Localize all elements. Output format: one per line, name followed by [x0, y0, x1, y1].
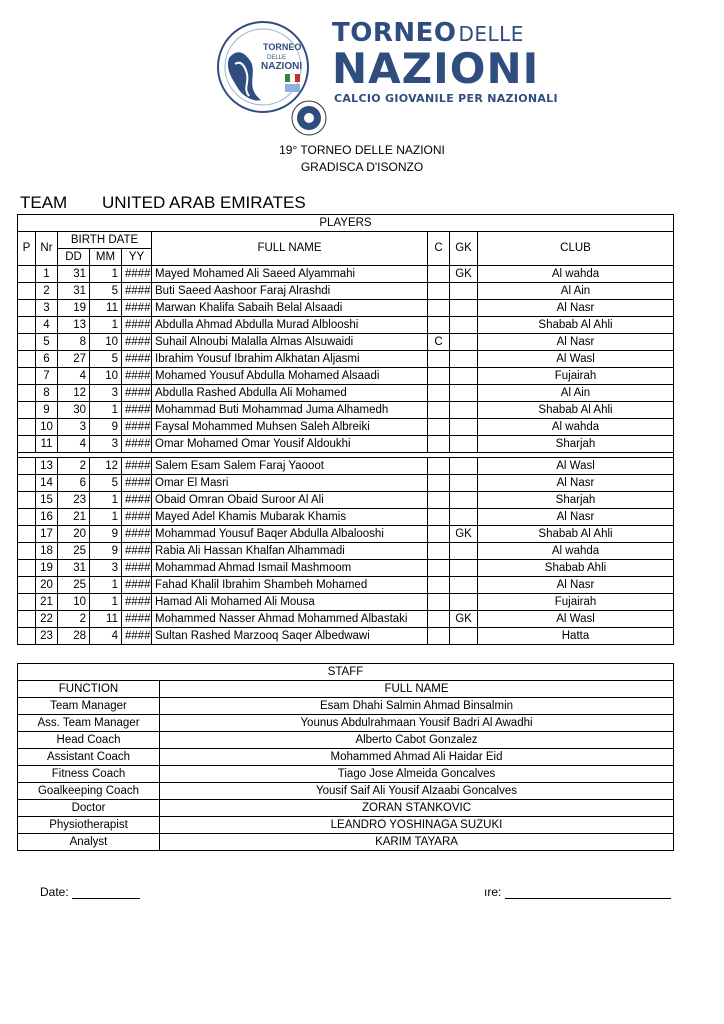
col-p: P: [18, 232, 36, 266]
player-dd: 28: [58, 628, 90, 645]
player-club: Al Ain: [478, 385, 674, 402]
table-row: [18, 715, 674, 732]
table-row: [18, 419, 674, 436]
player-yy: ####: [122, 334, 152, 351]
player-mm: 1: [90, 317, 122, 334]
staff-function: Team Manager: [18, 698, 160, 715]
player-gk: GK: [450, 266, 478, 283]
players-table: [17, 214, 674, 645]
player-nr: 17: [36, 526, 58, 543]
table-row: [18, 509, 674, 526]
player-captain: [428, 543, 450, 560]
player-yy: ####: [122, 458, 152, 475]
player-mm: 3: [90, 385, 122, 402]
player-captain: [428, 368, 450, 385]
table-row: [18, 402, 674, 419]
player-club: Fujairah: [478, 368, 674, 385]
brand-line2: NAZIONI: [332, 44, 540, 93]
table-row: [18, 698, 674, 715]
col-function: FUNCTION: [18, 681, 160, 698]
date-line: [72, 886, 140, 899]
player-dd: 10: [58, 594, 90, 611]
player-p: [18, 368, 36, 385]
player-p: [18, 419, 36, 436]
table-row: [18, 436, 674, 453]
player-p: [18, 526, 36, 543]
col-captain: C: [428, 232, 450, 266]
player-p: [18, 283, 36, 300]
table-row: [18, 266, 674, 283]
player-mm: 3: [90, 560, 122, 577]
staff-section-title: STAFF: [18, 664, 674, 681]
player-mm: 9: [90, 543, 122, 560]
player-captain: [428, 436, 450, 453]
player-mm: 1: [90, 266, 122, 283]
player-name: Mohammad Yousuf Baqer Abdulla Albalooshi: [152, 526, 428, 543]
player-p: [18, 266, 36, 283]
table-row: [18, 475, 674, 492]
player-mm: 1: [90, 594, 122, 611]
player-yy: ####: [122, 368, 152, 385]
player-p: [18, 458, 36, 475]
player-dd: 20: [58, 526, 90, 543]
player-club: Al Nasr: [478, 577, 674, 594]
staff-function: Analyst: [18, 834, 160, 851]
player-p: [18, 543, 36, 560]
player-nr: 23: [36, 628, 58, 645]
player-name: Rabia Ali Hassan Khalfan Alhammadi: [152, 543, 428, 560]
player-captain: [428, 526, 450, 543]
table-row: [18, 749, 674, 766]
player-captain: [428, 492, 450, 509]
table-row: [18, 526, 674, 543]
player-mm: 1: [90, 577, 122, 594]
table-row: [18, 628, 674, 645]
player-p: [18, 402, 36, 419]
staff-function: Doctor: [18, 800, 160, 817]
player-captain: [428, 509, 450, 526]
player-nr: 3: [36, 300, 58, 317]
signature-line: [505, 886, 671, 899]
player-name: Mayed Adel Khamis Mubarak Khamis: [152, 509, 428, 526]
player-dd: 6: [58, 475, 90, 492]
player-dd: 2: [58, 611, 90, 628]
staff-function: Head Coach: [18, 732, 160, 749]
player-gk: [450, 436, 478, 453]
date-label: Date:: [40, 885, 69, 899]
player-nr: 21: [36, 594, 58, 611]
player-p: [18, 560, 36, 577]
player-gk: [450, 475, 478, 492]
player-gk: GK: [450, 526, 478, 543]
player-gk: [450, 283, 478, 300]
team-line: [20, 193, 306, 213]
player-name: Mohamed Yousuf Abdulla Mohamed Alsaadi: [152, 368, 428, 385]
player-yy: ####: [122, 611, 152, 628]
col-club: CLUB: [478, 232, 674, 266]
player-captain: [428, 458, 450, 475]
player-yy: ####: [122, 594, 152, 611]
col-gk: GK: [450, 232, 478, 266]
player-mm: 1: [90, 402, 122, 419]
player-p: [18, 351, 36, 368]
col-yy: YY: [122, 249, 152, 266]
player-club: Hatta: [478, 628, 674, 645]
player-mm: 9: [90, 526, 122, 543]
player-dd: 27: [58, 351, 90, 368]
player-gk: [450, 402, 478, 419]
player-dd: 25: [58, 543, 90, 560]
player-club: Shabab Al Ahli: [478, 402, 674, 419]
player-club: Al Nasr: [478, 334, 674, 351]
player-nr: 15: [36, 492, 58, 509]
player-club: Al wahda: [478, 543, 674, 560]
player-p: [18, 492, 36, 509]
player-p: [18, 385, 36, 402]
staff-name: ZORAN STANKOVIC: [160, 800, 674, 817]
player-p: [18, 628, 36, 645]
table-row: [18, 458, 674, 475]
player-p: [18, 475, 36, 492]
staff-table: [17, 663, 674, 851]
table-row: [18, 732, 674, 749]
secondary-seal-icon: [285, 98, 333, 138]
player-club: Al Ain: [478, 283, 674, 300]
player-club: Sharjah: [478, 492, 674, 509]
player-club: Fujairah: [478, 594, 674, 611]
player-club: Al Nasr: [478, 300, 674, 317]
player-gk: [450, 419, 478, 436]
player-mm: 9: [90, 419, 122, 436]
player-captain: [428, 419, 450, 436]
player-dd: 4: [58, 436, 90, 453]
staff-name: Tiago Jose Almeida Goncalves: [160, 766, 674, 783]
team-label: TEAM: [20, 193, 68, 212]
player-dd: 12: [58, 385, 90, 402]
staff-function: Goalkeeping Coach: [18, 783, 160, 800]
col-staff-name: FULL NAME: [160, 681, 674, 698]
player-name: Sultan Rashed Marzooq Saqer Albedwawi: [152, 628, 428, 645]
player-club: Al wahda: [478, 266, 674, 283]
player-nr: 2: [36, 283, 58, 300]
player-gk: GK: [450, 611, 478, 628]
player-p: [18, 436, 36, 453]
player-mm: 11: [90, 611, 122, 628]
player-gk: [450, 458, 478, 475]
signature-field: [484, 885, 671, 899]
player-dd: 2: [58, 458, 90, 475]
player-captain: [428, 628, 450, 645]
brand-line1b: DELLE: [458, 22, 524, 46]
player-gk: [450, 594, 478, 611]
table-row: [18, 543, 674, 560]
player-yy: ####: [122, 543, 152, 560]
player-yy: ####: [122, 283, 152, 300]
player-nr: 9: [36, 402, 58, 419]
table-row: [18, 351, 674, 368]
player-mm: 5: [90, 283, 122, 300]
player-name: Ibrahim Yousuf Ibrahim Alkhatan Aljasmi: [152, 351, 428, 368]
player-gk: [450, 577, 478, 594]
player-nr: 7: [36, 368, 58, 385]
table-row: [18, 611, 674, 628]
player-nr: 4: [36, 317, 58, 334]
player-name: Hamad Ali Mohamed Ali Mousa: [152, 594, 428, 611]
table-row: [18, 385, 674, 402]
player-yy: ####: [122, 402, 152, 419]
player-yy: ####: [122, 419, 152, 436]
player-nr: 14: [36, 475, 58, 492]
col-birth-date: BIRTH DATE: [58, 232, 152, 249]
date-field: [40, 885, 140, 899]
col-full-name: FULL NAME: [152, 232, 428, 266]
player-captain: [428, 402, 450, 419]
staff-name: Yousif Saif Ali Yousif Alzaabi Goncalves: [160, 783, 674, 800]
player-gk: [450, 628, 478, 645]
player-nr: 6: [36, 351, 58, 368]
staff-name: Esam Dhahi Salmin Ahmad Binsalmin: [160, 698, 674, 715]
table-row: [18, 334, 674, 351]
player-nr: 20: [36, 577, 58, 594]
player-captain: [428, 611, 450, 628]
player-p: [18, 594, 36, 611]
table-row: [18, 817, 674, 834]
player-name: Obaid Omran Obaid Suroor Al Ali: [152, 492, 428, 509]
player-dd: 31: [58, 560, 90, 577]
player-p: [18, 334, 36, 351]
player-club: Shabab Al Ahli: [478, 526, 674, 543]
col-nr: Nr: [36, 232, 58, 266]
player-mm: 5: [90, 351, 122, 368]
table-row: [18, 594, 674, 611]
col-mm: MM: [90, 249, 122, 266]
player-dd: 31: [58, 283, 90, 300]
player-mm: 11: [90, 300, 122, 317]
player-club: Al Wasl: [478, 351, 674, 368]
player-yy: ####: [122, 509, 152, 526]
team-name: UNITED ARAB EMIRATES: [101, 193, 306, 212]
player-yy: ####: [122, 351, 152, 368]
player-mm: 10: [90, 334, 122, 351]
player-club: Al Nasr: [478, 475, 674, 492]
player-gk: [450, 300, 478, 317]
player-name: Omar El Masri: [152, 475, 428, 492]
player-yy: ####: [122, 560, 152, 577]
player-club: Al Wasl: [478, 458, 674, 475]
player-nr: 19: [36, 560, 58, 577]
player-captain: [428, 594, 450, 611]
table-row: [18, 317, 674, 334]
player-captain: [428, 385, 450, 402]
player-gk: [450, 492, 478, 509]
svg-text:NAZIONI: NAZIONI: [261, 61, 303, 72]
staff-name: Alberto Cabot Gonzalez: [160, 732, 674, 749]
player-nr: 8: [36, 385, 58, 402]
player-yy: ####: [122, 492, 152, 509]
player-mm: 1: [90, 509, 122, 526]
table-row: [18, 492, 674, 509]
player-yy: ####: [122, 385, 152, 402]
player-p: [18, 317, 36, 334]
player-nr: 10: [36, 419, 58, 436]
player-captain: [428, 283, 450, 300]
player-name: Mohammad Buti Mohammad Juma Alhamedh: [152, 402, 428, 419]
player-p: [18, 509, 36, 526]
player-name: Mayed Mohamed Ali Saeed Alyammahi: [152, 266, 428, 283]
player-captain: [428, 577, 450, 594]
player-dd: 31: [58, 266, 90, 283]
player-gk: [450, 543, 478, 560]
player-mm: 5: [90, 475, 122, 492]
player-name: Abdulla Ahmad Abdulla Murad Alblooshi: [152, 317, 428, 334]
player-name: Mohammed Nasser Ahmad Mohammed Albastaki: [152, 611, 428, 628]
table-row: [18, 783, 674, 800]
player-gk: [450, 385, 478, 402]
player-dd: 23: [58, 492, 90, 509]
player-gk: [450, 509, 478, 526]
staff-function: Assistant Coach: [18, 749, 160, 766]
player-nr: 13: [36, 458, 58, 475]
table-row: [18, 766, 674, 783]
player-dd: 25: [58, 577, 90, 594]
player-dd: 4: [58, 368, 90, 385]
player-dd: 3: [58, 419, 90, 436]
player-mm: 10: [90, 368, 122, 385]
staff-function: Physiotherapist: [18, 817, 160, 834]
player-name: Omar Mohamed Omar Yousif Aldoukhi: [152, 436, 428, 453]
svg-text:DELLE: DELLE: [267, 55, 287, 61]
event-title: 19° TORNEO DELLE NAZIONI: [279, 143, 445, 157]
player-club: Shabab Ahli: [478, 560, 674, 577]
player-dd: 19: [58, 300, 90, 317]
player-dd: 30: [58, 402, 90, 419]
player-yy: ####: [122, 436, 152, 453]
table-row: [18, 834, 674, 851]
signature-label: ıre:: [484, 885, 502, 899]
table-row: [18, 368, 674, 385]
event-location: GRADISCA D'ISONZO: [300, 160, 424, 174]
player-captain: [428, 300, 450, 317]
player-nr: 1: [36, 266, 58, 283]
col-dd: DD: [58, 249, 90, 266]
player-name: Faysal Mohammed Muhsen Saleh Albreiki: [152, 419, 428, 436]
player-mm: 4: [90, 628, 122, 645]
player-name: Salem Esam Salem Faraj Yaooot: [152, 458, 428, 475]
player-yy: ####: [122, 526, 152, 543]
player-name: Fahad Khalil Ibrahim Shambeh Mohamed: [152, 577, 428, 594]
player-nr: 18: [36, 543, 58, 560]
table-row: [18, 800, 674, 817]
table-row: [18, 560, 674, 577]
player-nr: 16: [36, 509, 58, 526]
player-p: [18, 577, 36, 594]
staff-name: KARIM TAYARA: [160, 834, 674, 851]
player-name: Buti Saeed Aashoor Faraj Alrashdi: [152, 283, 428, 300]
player-dd: 8: [58, 334, 90, 351]
player-yy: ####: [122, 266, 152, 283]
player-gk: [450, 317, 478, 334]
player-p: [18, 300, 36, 317]
staff-function: Ass. Team Manager: [18, 715, 160, 732]
player-gk: [450, 334, 478, 351]
brand-line1: TORNEO: [332, 18, 457, 48]
player-p: [18, 611, 36, 628]
player-yy: ####: [122, 475, 152, 492]
staff-name: Mohammed Ahmad Ali Haidar Eid: [160, 749, 674, 766]
player-captain: [428, 560, 450, 577]
player-club: Sharjah: [478, 436, 674, 453]
player-name: Suhail Alnoubi Malalla Almas Alsuwaidi: [152, 334, 428, 351]
player-yy: ####: [122, 577, 152, 594]
player-club: Al Nasr: [478, 509, 674, 526]
player-mm: 3: [90, 436, 122, 453]
player-nr: 5: [36, 334, 58, 351]
player-gk: [450, 560, 478, 577]
player-yy: ####: [122, 628, 152, 645]
player-captain: C: [428, 334, 450, 351]
player-mm: 12: [90, 458, 122, 475]
player-club: Al Wasl: [478, 611, 674, 628]
staff-function: Fitness Coach: [18, 766, 160, 783]
player-captain: [428, 351, 450, 368]
player-gk: [450, 351, 478, 368]
player-yy: ####: [122, 300, 152, 317]
player-nr: 11: [36, 436, 58, 453]
table-row: [18, 283, 674, 300]
player-captain: [428, 266, 450, 283]
player-name: Marwan Khalifa Sabaih Belal Alsaadi: [152, 300, 428, 317]
player-name: Abdulla Rashed Abdulla Ali Mohamed: [152, 385, 428, 402]
player-captain: [428, 317, 450, 334]
player-dd: 13: [58, 317, 90, 334]
table-row: [18, 577, 674, 594]
player-nr: 22: [36, 611, 58, 628]
player-name: Mohammad Ahmad Ismail Mashmoom: [152, 560, 428, 577]
players-section-title: PLAYERS: [18, 215, 674, 232]
player-club: Shabab Al Ahli: [478, 317, 674, 334]
table-row: [18, 300, 674, 317]
player-gk: [450, 368, 478, 385]
brand-tagline: CALCIO GIOVANILE PER NAZIONALI: [334, 92, 558, 105]
player-yy: ####: [122, 317, 152, 334]
staff-name: LEANDRO YOSHINAGA SUZUKI: [160, 817, 674, 834]
player-captain: [428, 475, 450, 492]
player-club: Al wahda: [478, 419, 674, 436]
staff-name: Younus Abdulrahmaan Yousif Badri Al Awadhi: [160, 715, 674, 732]
player-mm: 1: [90, 492, 122, 509]
player-dd: 21: [58, 509, 90, 526]
svg-text:TORNEO: TORNEO: [263, 42, 302, 52]
